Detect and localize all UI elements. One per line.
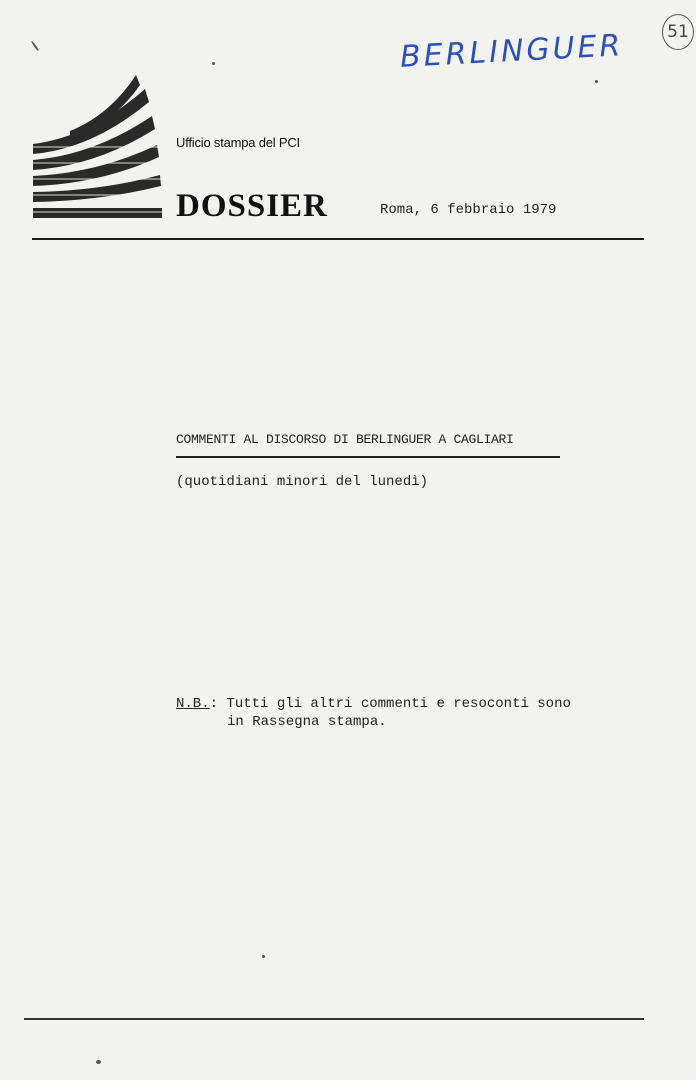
document-title: COMMENTI AL DISCORSO DI BERLINGUER A CAGLIARI bbox=[176, 432, 514, 447]
pci-dossier-logo bbox=[30, 75, 170, 225]
document-subtitle: (quotidiani minori del lunedì) bbox=[176, 474, 429, 490]
scan-speck bbox=[31, 41, 40, 52]
handwritten-annotation: BERLINGUER bbox=[399, 28, 625, 75]
footer-rule bbox=[24, 1018, 644, 1020]
scan-speck bbox=[262, 955, 265, 958]
scan-speck bbox=[96, 1060, 101, 1064]
note-line-1 bbox=[176, 695, 571, 713]
page-number-circle: 51 bbox=[662, 14, 694, 50]
note-line-2: in Rassegna stampa. bbox=[227, 714, 387, 730]
scan-speck bbox=[212, 62, 215, 65]
note-block bbox=[176, 695, 571, 731]
office-label: Ufficio stampa del PCI bbox=[176, 135, 300, 150]
note-label: N.B. bbox=[176, 696, 210, 712]
header-rule bbox=[32, 238, 644, 240]
dossier-heading: DOSSIER bbox=[176, 188, 328, 224]
note-separator: : bbox=[209, 696, 219, 712]
title-underline bbox=[176, 456, 560, 458]
scan-speck bbox=[595, 80, 598, 83]
note-text-1: Tutti gli altri commenti e resoconti sono bbox=[218, 696, 571, 712]
document-date: Roma, 6 febbraio 1979 bbox=[380, 202, 557, 218]
